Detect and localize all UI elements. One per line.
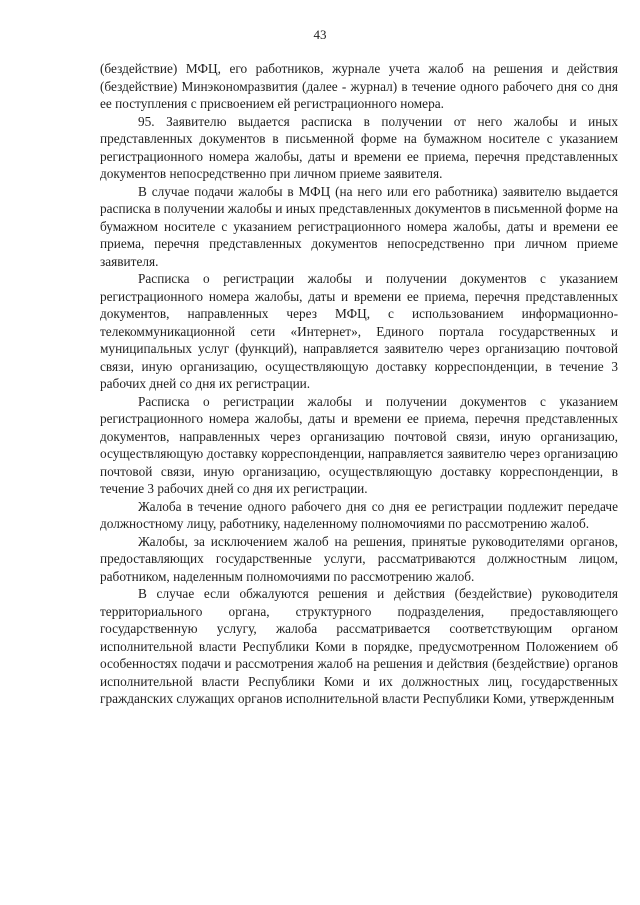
document-body	[100, 60, 618, 708]
paragraph-4: Расписка о регистрации жалобы и получении документов с указанием регистрационного номера жалобы, даты и времени ее приема, перечня представленных документов, направленных через МФЦ, с использованием информационно-телекоммуникационной сети «Интернет», Единого портала государственных и муниципальных услуг (функций), направляется заявителю через организацию почтовой связи, иную организацию, осуществляющую доставку корреспонденции, в течение 3 рабочих дней со дня их регистрации.	[100, 271, 618, 391]
paragraph-1: (бездействие) МФЦ, его работников, журнале учета жалоб на решения и действия (бездействие) Минэкономразвития (далее - журнал) в течение одного рабочего дня со дня ее поступления с присвоением ей регистрационного номера.	[100, 61, 618, 111]
paragraph-8: В случае если обжалуются решения и действия (бездействие) руководителя территориального органа, структурного подразделения, предоставляющего государственную услугу, жалоба рассматривается соответствующим органом исполнительной власти Республики Коми в порядке, предусмотренном Положением об особенностях подачи и рассмотрения жалоб на решения и действия (бездействие) органов исполнительной власти Республики Коми и их должностных лиц, государственных гражданских служащих органов исполнительной власти Республики Коми, утвержденным	[100, 586, 618, 706]
paragraph-6: Жалоба в течение одного рабочего дня со дня ее регистрации подлежит передаче должностному лицу, работнику, наделенному полномочиями по рассмотрению жалоб.	[100, 498, 618, 531]
paragraph-3: В случае подачи жалобы в МФЦ (на него или его работника) заявителю выдается расписка в получении жалобы и иных представленных документов в письменной форме на бумажном носителе с указанием регистрационного номера жалобы, даты и времени ее приема, перечня представленных документов непосредственно при личном приеме заявителя.	[100, 183, 618, 269]
page-number: 43	[313, 27, 327, 42]
paragraph-5: Расписка о регистрации жалобы и получении документов с указанием регистрационного номера жалобы, даты и времени ее приема, перечня представленных документов, направленных через организацию почтовой связи, иную организацию, осуществляющую доставку корреспонденции, направляется заявителю через организацию почтовой связи, иную организацию, осуществляющую доставку корреспонденции, в течение 3 рабочих дней со дня их регистрации.	[100, 393, 618, 496]
paragraph-7: Жалобы, за исключением жалоб на решения, принятые руководителями органов, предоставляющих государственные услуги, рассматриваются должностным лицом, работником, наделенным полномочиями по рассмотрению жалоб.	[100, 533, 618, 584]
paragraph-2: 95. Заявителю выдается расписка в получении от него жалобы и иных представленных документов в письменной форме на бумажном носителе с указанием регистрационного номера жалобы, даты и времени ее приема, перечня представленных документов непосредственно при личном приеме заявителя.	[100, 113, 618, 181]
